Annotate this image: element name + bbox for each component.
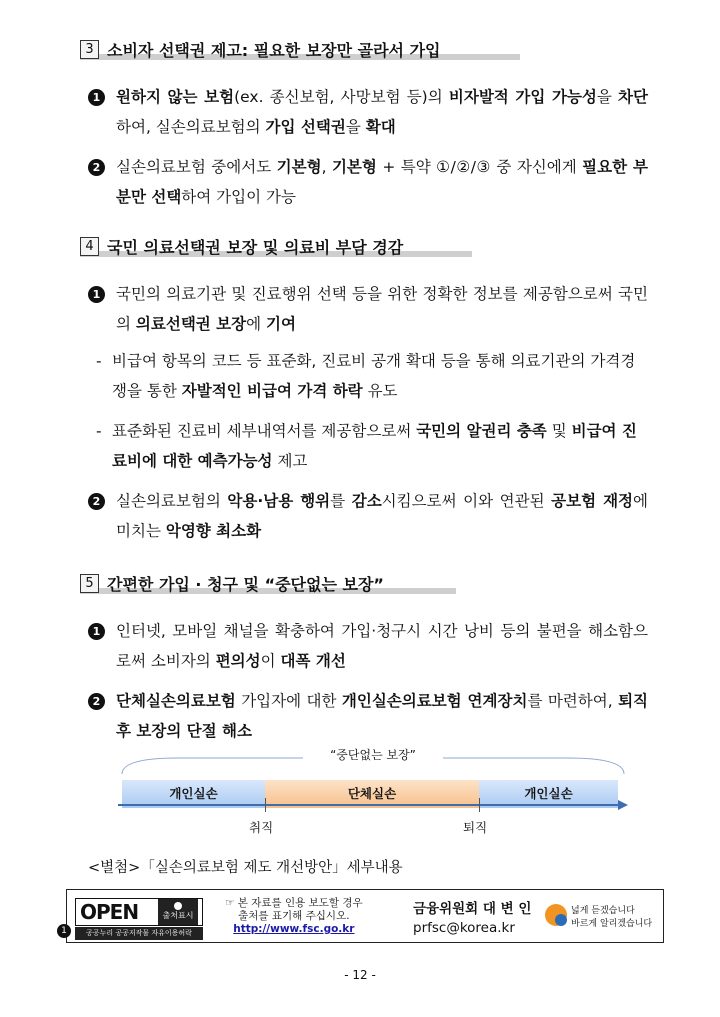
body-text: 을 — [345, 118, 366, 136]
emphasis-text: 편의성 — [215, 652, 261, 670]
page-number: - 12 - — [344, 968, 376, 982]
body-text: 국민의 의료기관 및 진료행위 선택 등을 위한 정확한 정보를 제공함으로써 국민의 — [116, 285, 648, 333]
section-5-title: 간편한 가입 · 청구 및 “중단없는 보장” — [107, 575, 384, 594]
emphasis-text: 원하지 않는 보험 — [116, 88, 235, 106]
emphasis-text: 퇴직 후 보장의 단절 해소 — [116, 692, 649, 740]
slogan-line-1: 넓게 듣겠습니다 — [571, 906, 635, 916]
attachment-note: <별첨>「실손의료보험 제도 개선방안」세부내용 — [88, 860, 403, 876]
notice-line-2: 출처를 표기해 주십시오. — [238, 910, 350, 922]
timeline-tick-employment — [265, 798, 266, 812]
timeline-label-employment: 취직 — [249, 820, 274, 835]
timeline-arrow-line — [118, 804, 622, 806]
body-text: 에 — [246, 315, 267, 333]
emphasis-text: 감소 — [351, 492, 382, 510]
emphasis-text: 확대 — [365, 118, 396, 136]
body-text: + 특약 ①/②/③ 중 자신에게 — [376, 158, 583, 176]
body-text: 가입자에 대한 — [235, 692, 342, 710]
emphasis-text: 기본형 — [331, 158, 377, 176]
section-4-number: 4 — [80, 237, 99, 256]
body-text: 실손의료보험의 — [116, 492, 228, 510]
body-text: 표준화된 진료비 세부내역서를 제공함으로써 — [112, 422, 417, 440]
footer-box — [61, 889, 664, 943]
section-3-item-2 — [88, 152, 648, 212]
section-4-heading — [80, 235, 403, 258]
emphasis-text: 단체실손의료보험 — [116, 692, 236, 710]
body-text: 비급여 항목의 코드 등 표준화, 진료비 공개 확대 등을 통해 의료기관의 가격경쟁을 통한 — [112, 352, 636, 400]
emphasis-text: 비급여 진료비에 대한 예측가능성 — [112, 422, 637, 470]
dash-text — [112, 416, 648, 476]
citation-notice — [225, 897, 363, 936]
body-text: 인터넷, 모바일 채널을 확충하여 가입·청구시 시간 낭비 등의 불편을 해소함으로써 소비자의 — [116, 622, 648, 670]
timeline-bar-individual-2: 개인실손 — [479, 780, 618, 808]
notice-line-1: ☞ 본 자료를 인용 보도할 경우 — [225, 897, 363, 909]
body-text: 를 마련하여, — [527, 692, 619, 710]
section-3-title: 소비자 선택권 제고: 필요한 보장만 골라서 가입 — [107, 41, 441, 60]
coverage-timeline — [118, 746, 628, 836]
emphasis-text: 비자발적 가입 가능성 — [448, 88, 597, 106]
bullet-number: 1 — [88, 286, 105, 303]
emphasis-text: 기본형 — [276, 158, 322, 176]
section-4-dash-1 — [96, 346, 648, 406]
item-text — [116, 82, 648, 142]
fsc-website-link[interactable]: http://www.fsc.go.kr — [233, 923, 355, 935]
slogan-line-2: 바르게 알리겠습니다 — [571, 919, 653, 929]
timeline-bar-group: 단체실손 — [265, 780, 479, 808]
attribution-label: 출처표시 — [162, 911, 194, 920]
timeline-bar-individual-1: 개인실손 — [122, 780, 265, 808]
section-5-number: 5 — [80, 574, 99, 593]
item-text — [116, 486, 648, 546]
section-3-heading — [80, 38, 441, 61]
body-text: 을 — [596, 88, 619, 106]
section-3-item-1 — [88, 82, 648, 142]
item-text — [116, 279, 648, 339]
item-text — [116, 152, 648, 212]
emphasis-text: 악용·남용 행위 — [227, 492, 331, 510]
body-text: 실손의료보험 중에서도 — [116, 158, 277, 176]
section-5-item-2 — [88, 686, 648, 746]
open-license-number: 1 — [57, 924, 71, 938]
body-text: 하여, 실손의료보험의 — [116, 118, 266, 136]
dash-mark: - — [96, 352, 102, 370]
open-license-logo — [75, 898, 203, 926]
body-text: 시킴으로써 이와 연관된 — [381, 492, 552, 510]
emphasis-text: 악영향 최소화 — [165, 522, 262, 540]
section-5-heading — [80, 572, 384, 595]
timeline-arrowhead — [618, 800, 628, 810]
timeline-label-retirement: 퇴직 — [463, 820, 488, 835]
slogan-dot-icon — [555, 914, 567, 926]
section-5-item-1 — [88, 616, 648, 676]
item-text — [116, 686, 648, 746]
emphasis-text: 의료선택권 보장 — [135, 315, 247, 333]
open-logo-word: OPEN — [80, 900, 139, 924]
bullet-number: 2 — [88, 493, 105, 510]
attribution-person-icon — [158, 899, 198, 925]
bullet-number: 1 — [88, 623, 105, 640]
section-4-item-2 — [88, 486, 648, 546]
body-text: 를 — [330, 492, 352, 510]
body-text: 유도 — [362, 382, 398, 400]
body-text: 하여 가입이 가능 — [181, 188, 296, 206]
emphasis-text: 국민의 알권리 충족 — [416, 422, 547, 440]
body-text: 제고 — [272, 452, 308, 470]
emphasis-text: 차단 — [618, 88, 648, 106]
body-text: 이 — [260, 652, 281, 670]
fsc-spokesperson: 금융위원회 대 변 인 — [413, 901, 532, 917]
bullet-number: 1 — [88, 89, 105, 106]
emphasis-text: 공보험 재정 — [551, 492, 634, 510]
emphasis-text: 개인실손의료보험 연계장치 — [341, 692, 528, 710]
timeline-tick-retirement — [479, 798, 480, 812]
dash-mark: - — [96, 422, 102, 440]
body-text: 및 — [546, 422, 572, 440]
emphasis-text: 대폭 개선 — [280, 652, 346, 670]
body-text: (ex. 종신보험, 사망보험 등)의 — [234, 88, 449, 106]
body-text: 에 미치는 — [116, 492, 649, 540]
bullet-number: 2 — [88, 159, 105, 176]
open-license-caption: 공공누리 공공저작물 자유이용허락 — [75, 927, 203, 940]
emphasis-text: 필요한 부분만 선택 — [116, 158, 648, 206]
emphasis-text: 기여 — [266, 315, 296, 333]
fsc-email[interactable]: prfsc@korea.kr — [413, 920, 515, 936]
section-3-number: 3 — [80, 40, 99, 59]
body-text: , — [321, 158, 332, 176]
section-4-dash-2 — [96, 416, 648, 476]
slogan-logo — [545, 902, 657, 932]
bullet-number: 2 — [88, 693, 105, 710]
section-4-item-1 — [88, 279, 648, 339]
emphasis-text: 자발적인 비급여 가격 하락 — [181, 382, 363, 400]
timeline-title: “중단없는 보장” — [330, 748, 416, 762]
emphasis-text: 가입 선택권 — [265, 118, 346, 136]
item-text — [116, 616, 648, 676]
section-4-title: 국민 의료선택권 보장 및 의료비 부담 경감 — [107, 238, 404, 257]
dash-text — [112, 346, 648, 406]
